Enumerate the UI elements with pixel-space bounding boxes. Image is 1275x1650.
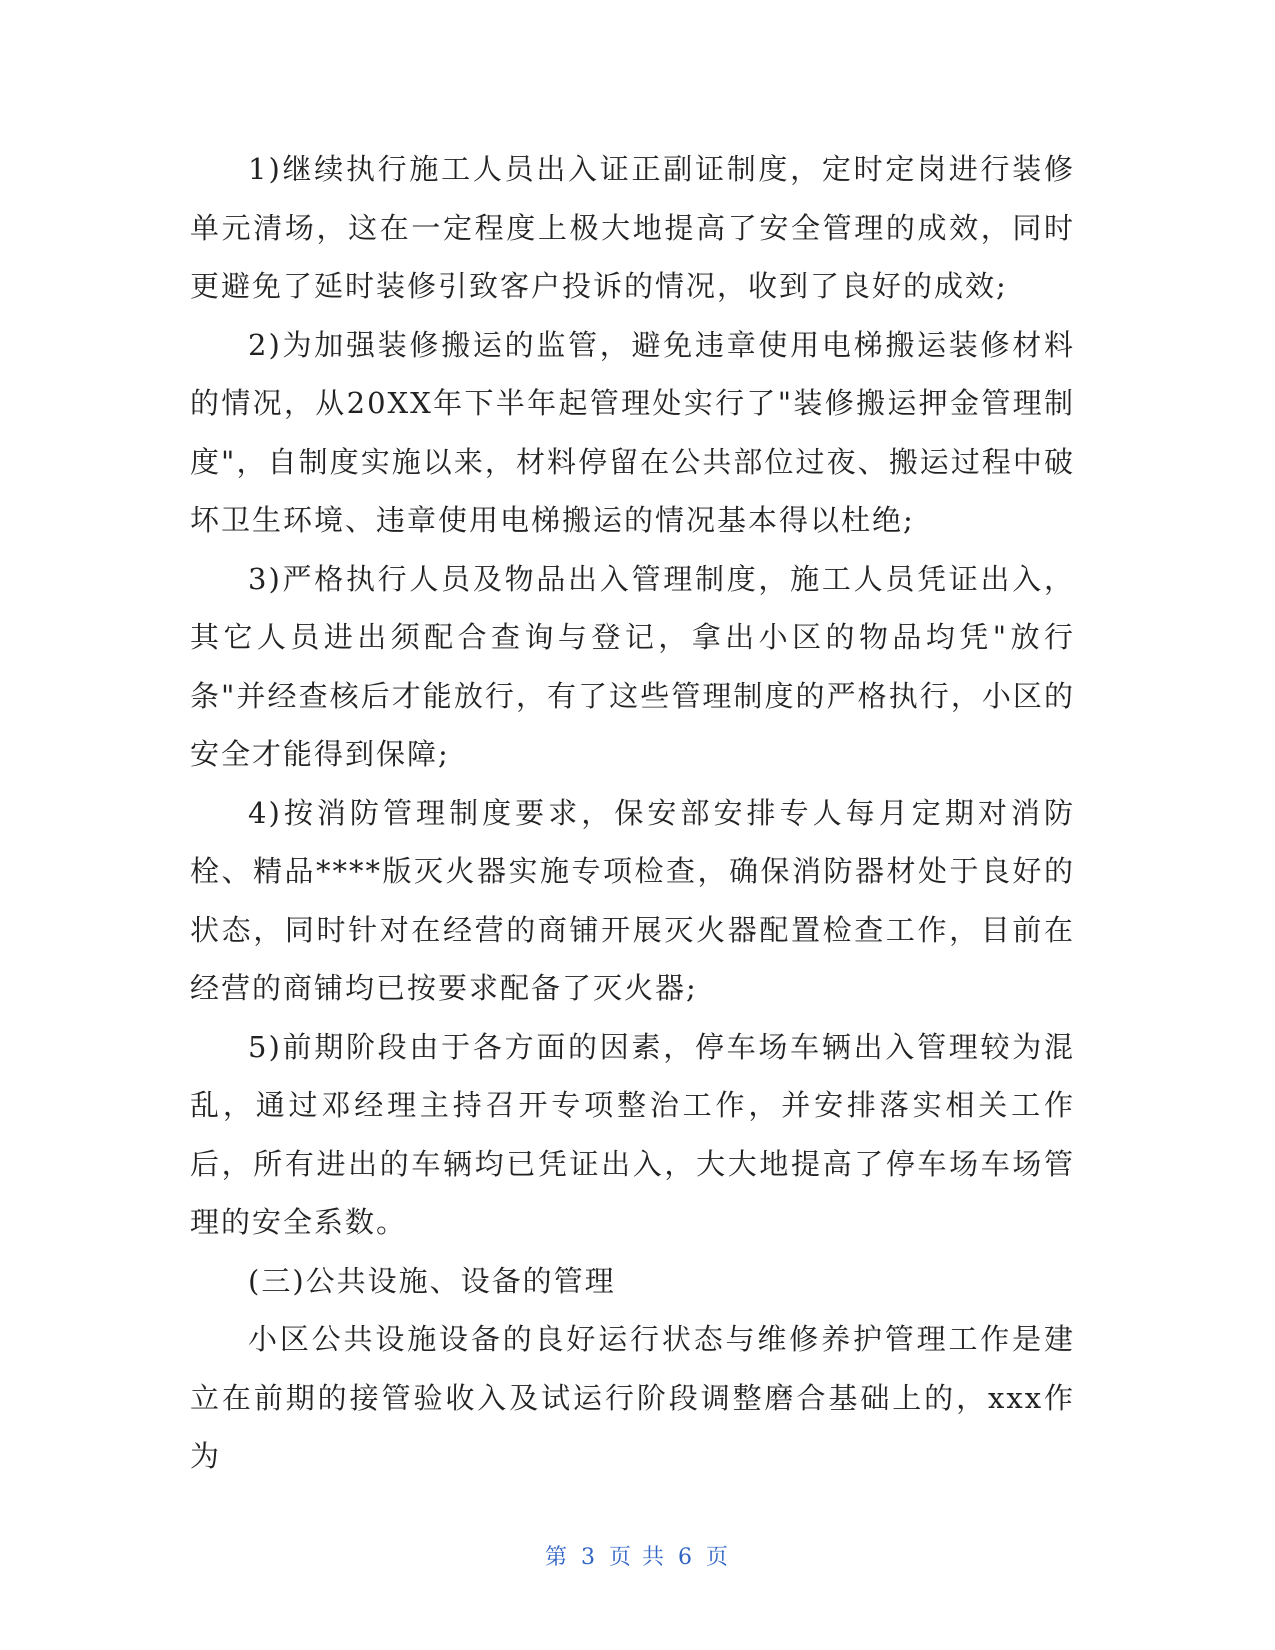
footer-suffix: 页 xyxy=(706,1545,731,1570)
paragraph-1: 1)继续执行施工人员出入证正副证制度，定时定岗进行装修单元清场，这在一定程度上极大地提高了安全管理的成效，同时更避免了延时装修引致客户投诉的情况，收到了良好的成效; xyxy=(190,152,1075,303)
paragraph-6: 小区公共设施设备的良好运行状态与维修养护管理工作是建立在前期的接管验收入及试运行阶段调整磨合基础上的，xxx作为 xyxy=(190,1322,1075,1473)
document-body xyxy=(190,140,1075,1486)
footer-current-page: 3 xyxy=(581,1545,597,1570)
section-heading: (三)公共设施、设备的管理 xyxy=(248,1263,616,1298)
footer-total-pages: 6 xyxy=(678,1545,694,1570)
page-footer xyxy=(0,1540,1275,1571)
footer-prefix: 第 xyxy=(544,1545,569,1570)
paragraph-2: 2)为加强装修搬运的监管，避免违章使用电梯搬运装修材料的情况，从20XX年下半年起管理处实行了"装修搬运押金管理制度"，自制度实施以来，材料停留在公共部位过夜、搬运过程中破坏卫生环境、违章使用电梯搬运的情况基本得以杜绝; xyxy=(190,327,1075,537)
paragraph-5: 5)前期阶段由于各方面的因素，停车场车辆出入管理较为混乱，通过邓经理主持召开专项整治工作，并安排落实相关工作后，所有进出的车辆均已凭证出入，大大地提高了停车场车场管理的安全系数。 xyxy=(190,1029,1075,1239)
paragraph-4: 4)按消防管理制度要求，保安部安排专人每月定期对消防栓、精品****版灭火器实施专项检查，确保消防器材处于良好的状态，同时针对在经营的商铺开展灭火器配置检查工作，目前在经营的商铺均已按要求配备了灭火器; xyxy=(190,795,1075,1005)
paragraph-3: 3)严格执行人员及物品出入管理制度，施工人员凭证出入，其它人员进出须配合查询与登记，拿出小区的物品均凭"放行条"并经查核后才能放行，有了这些管理制度的严格执行，小区的安全才能得到保障; xyxy=(190,561,1075,771)
footer-middle: 页 共 xyxy=(609,1545,666,1570)
